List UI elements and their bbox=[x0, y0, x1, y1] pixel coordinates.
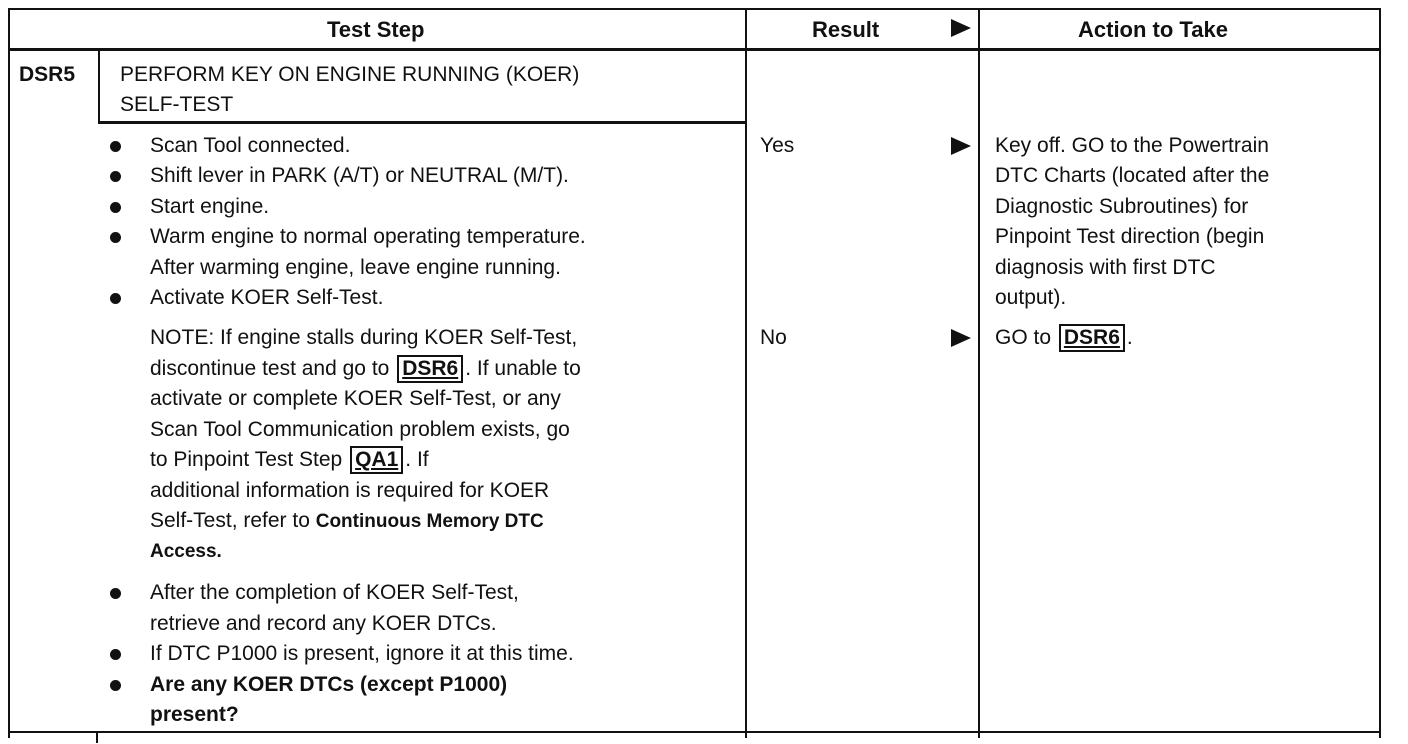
list-item: Warm engine to normal operating temperature. bbox=[150, 225, 586, 248]
step-id: DSR5 bbox=[19, 63, 76, 86]
list-item: If DTC P1000 is present, ignore it at this time. bbox=[150, 642, 574, 665]
top-border bbox=[8, 8, 1380, 10]
dsr6-reference-link[interactable]: DSR6 bbox=[397, 355, 463, 383]
note-line: additional information is required for KOER bbox=[150, 479, 550, 502]
bullet-icon bbox=[110, 202, 121, 213]
header-divider bbox=[8, 48, 1380, 51]
header-test-step: Test Step bbox=[327, 17, 425, 42]
action-yes-line: Pinpoint Test direction (begin bbox=[995, 225, 1265, 248]
list-item-continuation: After warming engine, leave engine running. bbox=[150, 256, 561, 279]
list-item-continuation: retrieve and record any KOER DTCs. bbox=[150, 612, 497, 635]
bullet-icon bbox=[110, 141, 121, 152]
result-no: No bbox=[760, 326, 787, 349]
bullet-icon bbox=[110, 680, 121, 691]
list-item: Activate KOER Self-Test. bbox=[150, 286, 384, 309]
qa1-reference-link[interactable]: QA1 bbox=[350, 446, 403, 474]
note-line: to Pinpoint Test Step QA1 . If bbox=[150, 445, 429, 476]
list-item-question: Are any KOER DTCs (except P1000) bbox=[150, 673, 508, 696]
header-action: Action to Take bbox=[1078, 17, 1228, 42]
list-item: Scan Tool connected. bbox=[150, 134, 351, 157]
note-line: Self-Test, refer to Continuous Memory DTC bbox=[150, 509, 544, 532]
list-item: After the completion of KOER Self-Test, bbox=[150, 581, 519, 604]
bullet-icon bbox=[110, 232, 121, 243]
result-yes: Yes bbox=[760, 134, 795, 157]
bullet-icon bbox=[110, 588, 121, 599]
action-yes-line: DTC Charts (located after the bbox=[995, 164, 1270, 187]
result-yes-arrow-icon bbox=[951, 137, 971, 155]
action-yes-line: Key off. GO to the Powertrain bbox=[995, 134, 1269, 157]
note-line: discontinue test and go to DSR6 . If unable to bbox=[150, 354, 581, 385]
list-item: Shift lever in PARK (A/T) or NEUTRAL (M/T). bbox=[150, 164, 569, 187]
result-column-divider bbox=[745, 8, 747, 738]
header-arrow-icon bbox=[951, 19, 971, 37]
right-border bbox=[1379, 8, 1381, 738]
step-title-line1: PERFORM KEY ON ENGINE RUNNING (KOER) bbox=[120, 63, 580, 86]
list-item: Start engine. bbox=[150, 195, 270, 218]
note-line: Scan Tool Communication problem exists, go bbox=[150, 418, 570, 441]
bottom-border bbox=[8, 731, 1380, 733]
bullet-icon bbox=[110, 293, 121, 304]
step-title-divider bbox=[98, 121, 746, 124]
continuous-memory-reference: Continuous Memory DTC bbox=[315, 511, 544, 532]
action-yes-line: Diagnostic Subroutines) for bbox=[995, 195, 1249, 218]
list-item-continuation: present? bbox=[150, 703, 239, 726]
bottom-tick bbox=[96, 731, 98, 743]
action-yes-line: diagnosis with first DTC bbox=[995, 256, 1216, 279]
header-result: Result bbox=[812, 17, 880, 42]
note-line: Access. bbox=[150, 541, 222, 562]
dsr6-action-link[interactable]: DSR6 bbox=[1059, 324, 1125, 352]
action-column-divider bbox=[978, 8, 980, 738]
note-line: activate or complete KOER Self-Test, or any bbox=[150, 387, 561, 410]
bullet-icon bbox=[110, 171, 121, 182]
action-no: GO to DSR6 . bbox=[995, 323, 1133, 354]
action-yes-line: output). bbox=[995, 286, 1067, 309]
note-line: NOTE: If engine stalls during KOER Self-Test, bbox=[150, 326, 578, 349]
bullet-icon bbox=[110, 649, 121, 660]
step-id-divider bbox=[98, 50, 100, 122]
step-title-line2: SELF-TEST bbox=[120, 93, 234, 116]
left-border bbox=[8, 8, 10, 738]
result-no-arrow-icon bbox=[951, 329, 971, 347]
